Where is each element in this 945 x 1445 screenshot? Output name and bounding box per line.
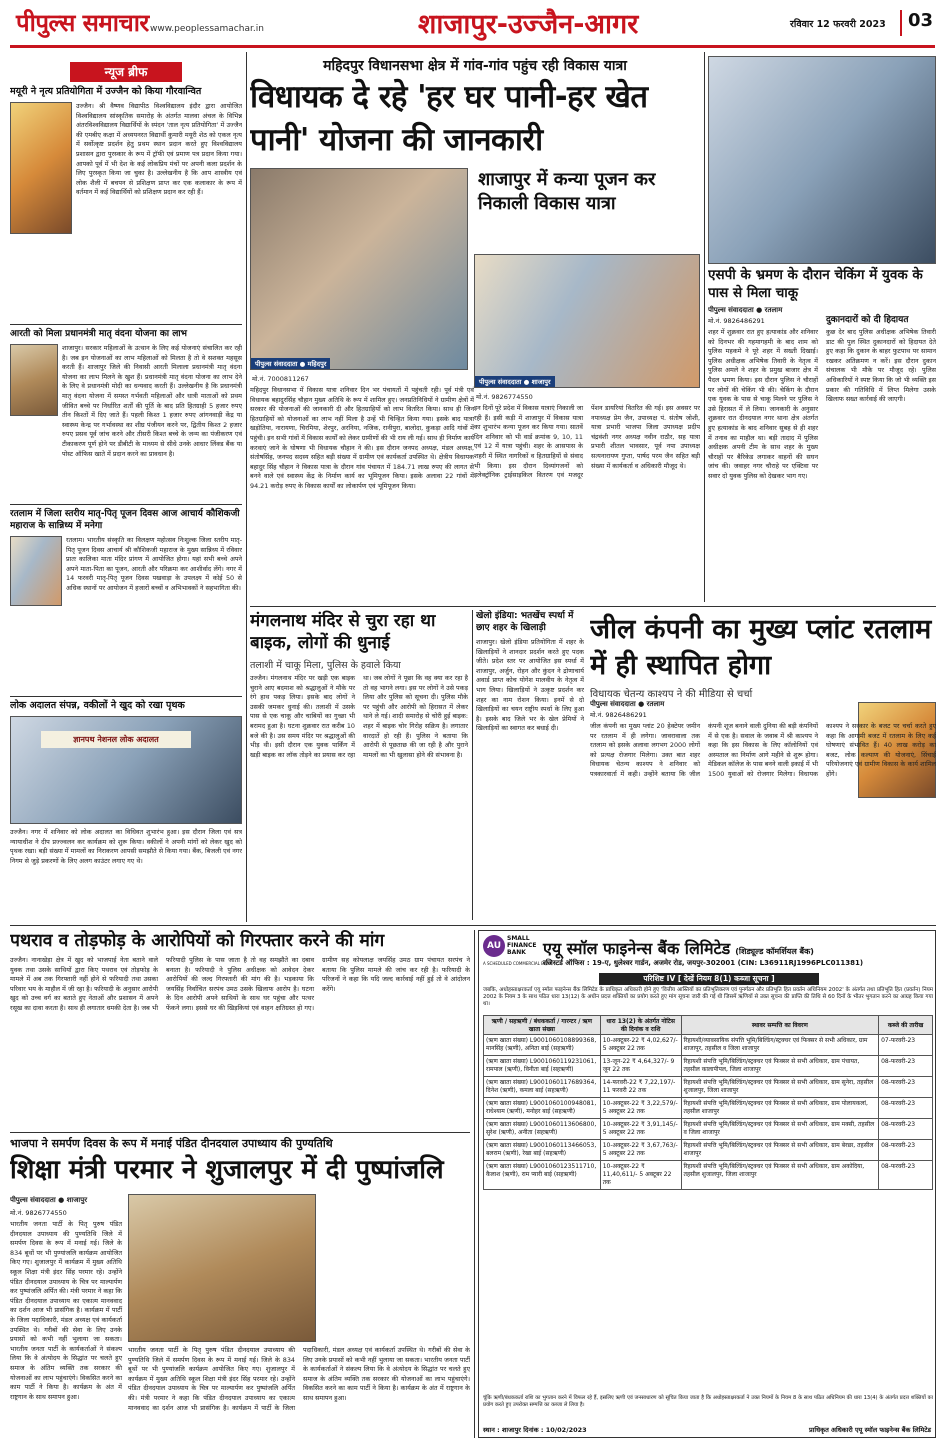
khelo-story	[476, 610, 584, 920]
sp-photo	[708, 56, 936, 264]
possession-table	[483, 1015, 933, 1190]
mobile-number: मो.नं. 9826774550	[476, 393, 533, 401]
brief-1-text: उज्जैन। श्री वैष्णव विद्यापीठ विश्वविद्यालय इंदौर द्वारा आयोजित विश्वविद्यालय सांस्कृतिक समारोह के अंतर्गत मालवा अंचल के विभिन्न अंतरविश्वविद्यालय विद्यार्थियों के स्पंदन 'ताल नृत्य प्रतियोगिता' में उज्जैन की एमबीए कक्षा में अध्ययनरत विद्यार्थी कुमारी मयूरी शेठ को एकल नृत्य में सर्वोत्कृष्ट प्रदर्शन हेतु प्रथम स्थान प्रदान करते हुए विश्वविद्यालय प्रशासन द्वारा पुरस्कार के रूप में ट्रॉफी एवं प्रमाण पत्र प्रदान किया गया। आपको पूर्व में भी देश के कई लोकप्रिय मंचों पर अपनी कला प्रदर्शन के लिए पुरस्कृत किया जा चुका है। उल्लेखनीय है कि आप शास्त्रीय एवं लोक शैली में बचपन से प्रशिक्षण प्राप्त कर एक कलाकार के रूप में वर्तमान में कई विद्यार्थियों को प्रशिक्षण प्रदान कर रही हैं।	[76, 102, 242, 197]
cell-property: रिहायशी संपत्ति भूमि/बिल्डिंग/स्ट्रक्चर एवं फिक्सर से सभी अधिकार, ग्राम मक्सी, तहसील व जिला शाजापुर	[681, 1119, 879, 1140]
column-divider	[474, 930, 475, 1438]
lead-mobile	[252, 374, 309, 383]
bank-name-tag: (शिड्यूल्ड कॉमर्शियल बैंक)	[735, 947, 814, 956]
brief-3-text: रतलाम। भारतीय संस्कृति का विलक्षण महोत्सव निःशुल्क जिला स्तरीय मातृ-पितृ पूजन दिवस आचार्य श्री कौशिकजी महाराज के मुख्य सान्निध्य में रविवार प्रातः कालिका माता मंदिर प्रांगण में आयोजित होगा। यहां सभी बच्चे अपने अपने माता-पिता का पूजन, आरती और परिक्रमा कर आशीर्वाद लेंगे। नगर में 14 फरवरी मातृ-पितृ पूजन दिवस पखवाड़ा के उपलक्ष्य में कोई 50 से अधिक स्थानों पर आयोजन में हजारों बच्चों व अभिभावकों ने सहभागिता की।	[66, 536, 242, 592]
cell-borrower: (ऋण खाता संख्या) L9001060117689364, दिनेश (ऋणी), कमला बाई (सहऋणी)	[484, 1077, 601, 1098]
parmar-byline: पीपुल्स संवाददाता ● शाजापुर	[10, 1196, 88, 1204]
ad-table-wrap	[483, 1015, 933, 1391]
dancer-photo	[10, 102, 72, 234]
byline-place: रतलाम	[764, 306, 783, 314]
section-divider	[10, 925, 936, 926]
zeal-text: जील कंपनी का मुख्य प्लांट 20 हेक्टेयर जमीन पर रतलाम में ही लगेगा। जावरावाला तक रतलाम को इसके अलावा लगभग 2000 लोगों को प्रत्यक्ष रोजगार मिलेगा। उक्त बात शहर विधायक चेतन्य काश्यप ने शनिवार को पत्रकारवार्ता में कही। उन्होंने बताया कि जील कंपनी शूज बनाने वाली दुनिया की बड़ी कंपनियों में से एक है। सवाल के जवाब में श्री काश्यप ने कहा कि इस विकास के लिए कॉलोनियों एवं अस्पताल का निर्माण आगे महीने से शुरू होगा। मेडिकल कॉलेज के पास बनने वाली इकाई में भी 1500 युवाओं को रोजगार मिलेगा। विधायक काश्यप ने सरकार के बजट पर चर्चा करते हुए कहा कि आगामी बजट में रतलाम के लिए कई घोषणाएं संभावित हैं। 40 लाख करोड़ का बजट, लोक कल्याण की योजनाएं, सिंचाई परियोजनाएं एवं ग्रामीण विकास के कार्य शामिल होंगे।	[590, 722, 936, 778]
cell-notice: 10-अक्टूबर-22 ₹ 3,91,145/- 5 अक्टूबर 22 तक	[600, 1119, 681, 1140]
parmar-text-left: भारतीय जनता पार्टी के पितृ पुरुष पंडित दीनदयाल उपाध्याय की पुण्यतिथि जिले में समर्पण दिवस के रूप में मनाई गई। जिले के 834 बूथों पर भी पुण्यांजलि कार्यक्रम आयोजित किए गए। शुजालपुर में कार्यक्रम में मुख्य अतिथि स्कूल शिक्षा मंत्री इंदर सिंह परमार रहे। उन्होंने पंडित दीनदयाल उपाध्याय के चित्र पर माल्यार्पण कर पुष्पांजलि अर्पित की। मंत्री परमार ने कहा कि पंडित दीनदयाल उपाध्याय का एकात्म मानववाद का दर्शन आज भी प्रासंगिक है। कार्यक्रम में पार्टी के जिला पदाधिकारी, मंडल अध्यक्ष एवं कार्यकर्ता उपस्थित थे। गरीबों की सेवा के लिए उनके प्रयासों को कभी नहीं भुलाया जा सकता। भारतीय जनता पार्टी के कार्यकर्ताओं ने संकल्प लिया कि वे अंत्योदय के सिद्धांत पर चलते हुए समाज के अंतिम व्यक्ति तक सरकार की योजनाओं का लाभ पहुंचाएंगे। विकसित करने का काम पार्टी ने किया है। कार्यक्रम के अंत में राष्ट्रगान के साथ समापन हुआ।	[10, 1220, 122, 1401]
caption-place: शाजापुर	[531, 378, 551, 386]
cell-date: 07-फरवरी-23	[879, 1035, 933, 1056]
cell-notice: 10-अक्टूबर-22 ₹ 4,02,627/- 5 अक्टूबर 22 तक	[600, 1035, 681, 1056]
news-brief-column	[10, 52, 242, 920]
lead-headline: विधायक दे रहे 'हर घर पानी-हर खेत पानी' योजना की जानकारी	[250, 79, 648, 158]
cell-property: रिहायशी संपत्ति भूमि/बिल्डिंग/स्ट्रक्चर एवं फिक्सर से सभी अधिकार, ग्राम सुनेरा, तहसील शुजालपुर, जिला शाजापुर	[681, 1077, 879, 1098]
sp-text-right	[826, 314, 936, 608]
cell-date: 08-फरवरी-23	[879, 1119, 933, 1140]
mobile-number: मो.नं. 7000811267	[252, 375, 309, 383]
kanya-photo-caption: पीपुल्स संवाददाता ● शाजापुर	[475, 376, 555, 387]
masthead	[0, 0, 945, 46]
logo-word-1: SMALL	[507, 935, 530, 942]
byline-name: पीपुल्स संवाददाता	[10, 1196, 56, 1204]
cell-date: 08-फरवरी-23	[879, 1098, 933, 1119]
column-divider	[246, 52, 247, 922]
byline-name: पीपुल्स संवाददाता	[708, 306, 754, 314]
brief-2-headline: आरती को मिला प्रधानमंत्री मातृ वंदना योजना का लाभ	[10, 329, 187, 339]
brief-4-headline: लोक अदालत संपन्न, वकीलों ने खुद को रखा पृथक	[10, 700, 185, 711]
parmar-kicker: भाजपा ने समर्पण दिवस के रूप में मनाई पंडित दीनदयाल उपाध्याय की पुण्यतिथि	[10, 1137, 333, 1150]
pathrav-story	[10, 930, 470, 1130]
cell-borrower: (ऋण खाता संख्या) L9001060119231061, रामपाल (ऋणी), विनीता बाई (सहऋणी)	[484, 1056, 601, 1077]
cell-notice: 14-फरवरी-22 ₹ 7,22,197/- 11 फरवरी 22 तक	[600, 1077, 681, 1098]
sp-story	[708, 52, 936, 612]
col-header-borrower: ऋणी / सहऋणी / बंधककर्ता / गारन्टर / ऋण खाता संख्या	[484, 1016, 601, 1035]
kanya-text: इन दिनों पूरे प्रदेश में विकास यात्राएं निकाली जा रही हैं। इसी कड़ी में शाजापुर में विकास यात्रा का शुभारंभ कन्या पूजन कर किया गया। सातवें दिन शनिवार को भी वार्ड क्रमांक 9, 10, 11 एवं 12 में यात्रा पहुंची। शहर के आसपास के शहरी में स्थित नागरिकों व हितग्राहियों से संवाद भी किया। इस दौरान दिव्यांगजनों को इलेक्ट्रॉनिक ट्राईसाइकिल वितरण एवं मजदूर पेंशन डायरियां वितरित की गई। इस अवसर पर नपाध्यक्ष प्रेम जैन, उपाध्यक्ष पं. संतोष जोशी, यात्रा प्रभारी भाजपा जिला उपाध्यक्ष प्रदीप चंद्रवंशी नगर अध्यक्ष नवीन राठौर, सह यात्रा प्रभारी शीतल भावसार, पूर्व नपा उपाध्यक्ष सत्यनारायण गुप्ता, पार्षद परम जैन सहित बड़ी संख्या में कार्यकर्ता व अधिकारी मौजूद थे।	[474, 404, 700, 480]
page-number: 03	[900, 10, 936, 36]
logo-word-3: BANK	[507, 949, 526, 956]
parmar-headline: शिक्षा मंत्री परमार ने शुजालपुर में दी पुष्पांजलि	[10, 1155, 444, 1185]
parmar-mobile: मो.नं. 9826774550	[10, 1209, 67, 1217]
bank-name: एयू स्मॉल फाइनेन्स बैंक लिमिटेड	[543, 939, 731, 958]
acharya-photo	[10, 536, 62, 606]
woman-photo	[10, 344, 58, 416]
cell-notice: 10-अक्टूबर-22 ₹ 3,67,763/- 5 अक्टूबर 22 तक	[600, 1140, 681, 1161]
bank-logo	[483, 935, 553, 979]
section-title: शाजापुर-उज्जैन-आगर	[418, 9, 639, 40]
website[interactable]: www.peoplessamachar.in	[150, 24, 264, 34]
khelo-text: शाजापुर। खेलो इंडिया प्रतियोगिता में शहर के खिलाड़ियों ने शानदार प्रदर्शन करते हुए पदक जीते। प्रदेश स्तर पर आयोजित इस स्पर्धा में शाजापुर, अर्जुन, रोहन और कुंदन ने द्रोणाचार्य अवार्ड प्राप्त कोच योगेश मालवीय के नेतृत्व में भाग लिया। खिलाड़ियों ने उत्कृष्ट प्रदर्शन कर शहर का नाम रोशन किया। इनमें से दो खिलाड़ियों का चयन राष्ट्रीय स्पर्धा के लिए हुआ है। इसके बाद जिले भर के खेल प्रेमियों ने खिलाड़ियों का स्वागत कर बधाई दी।	[476, 638, 584, 733]
sp-sub-headline: दुकानदारों को दी हिदायत	[826, 315, 909, 325]
divider	[10, 696, 242, 697]
zeal-headline: जील कंपनी का मुख्य प्लांट रतलाम में ही स्थापित होगा	[590, 614, 932, 681]
brief-3-headline: रतलाम में जिला स्तरीय मातृ-पितृ पूजन दिवस आज आचार्य कौशिकजी महाराज के सान्निध्य में मनेगा	[10, 509, 240, 531]
cell-borrower: (ऋण खाता संख्या) L9001060123511710, कैलाश (ऋणी), राम प्यारी बाई (सहऋणी)	[484, 1161, 601, 1190]
sp-headline: एसपी के भ्रमण के दौरान चेकिंग में युवक के पास से मिला चाकू	[708, 267, 923, 301]
bank-title	[543, 937, 933, 959]
column-divider	[472, 610, 473, 920]
logo: पीपुल्स समाचार	[16, 9, 149, 37]
mangalnath-story	[250, 610, 468, 920]
byline-place: रतलाम	[646, 700, 665, 708]
kanya-photo	[474, 254, 700, 388]
col-header-property: स्थावर सम्पत्ति का विवरण	[681, 1016, 879, 1035]
lead-text: महिदपुर विधानसभा में विकास यात्रा शनिवार दिन भर पंचायतों में पहुंचती रही। पूर्व मंत्री एवं विधायक बहादुरसिंह चौहान मुख्य अतिथि के रूप में शामिल हुए। जनप्रतिनिधियों ने ग्रामीण क्षेत्रों में सरकार की योजनाओं की जानकारी दी और हितग्राहियों को लाभ वितरित किया। साथ ही जिन हितग्राहियों को योजनाओं का लाभ नहीं मिला है उन्हें भी चिन्हित किया गया। इसके बाद यात्रा खड़ोतिया, नारायणा, चिरमिया, शेरपुर, अरनिया, नजिक, रानीपुरा, बालोदा, कुकड़ा आदि गांवों में पहुंची। इन सभी गांवों में विकास कार्यों को लेकर ग्रामीणों की भी राय ली गई। साथ ही निर्माण कार्य करवाएं जाने के घोषणा भी विधायक चौहान ने की। इस दौरान जनपद अध्यक्ष, मंडल अध्यक्ष, संतोषसिंह, जनपद सदस्य सहित बड़ी संख्या में ग्रामीण एवं कार्यकर्ता उपस्थित थे। क्षेत्रीय विधायक बहादुर सिंह चौहान ने विकास यात्रा के दौरान गांव पंचायत में 184.71 लाख रुपए की लागत से बनने वाले एवं स्वास्थ्य केंद्र के निर्माण कार्य का भूमिपूजन किया। इसके अलावा 22 गांवों में 94.21 करोड़ रुपए के विकास कार्यों का लोकार्पण एवं भूमिपूजन किया।	[250, 386, 474, 490]
zeal-sub: विधायक चेतन्य काश्यप ने की मीडिया से चर्चा	[590, 689, 753, 700]
sp-text: शहर में शुक्रवार रात हुए हत्याकांड और शनिवार को दिनभर की गहमागहमी के बाद शाम को पुलिस महकमे ने पूरे शहर में सख्ती दिखाई। पुलिस अधीक्षक अभिषेक तिवारी के नेतृत्व में पुलिस अमले ने शहर के प्रमुख बाजार क्षेत्र में पैदल भ्रमण किया। इस दौरान पुलिस ने चौराहों पर लोगों की चेकिंग भी की। चेकिंग के दौरान एक युवक के पास से चाकू मिलने पर पुलिस ने उसे हिरासत में ले लिया। जानकारी के अनुसार शुक्रवार रात दीनदयाल नगर थाना क्षेत्र अंतर्गत हुए हत्याकांड के बाद शनिवार सुबह से ही शहर में तनाव का माहौल था। बड़ी तादाद में पुलिस अधीक्षक अपनी टीम के साथ शहर के मुख्य चौराहों पर बैरिकेड लगाकर वाहनों की सघन जांच की। जवाहर नगर चौराहे पर एक्टिवा पर सवार दो युवक पुलिस को देखकर भाग गए।	[708, 328, 818, 480]
cell-property: रिहायशी संपत्ति भूमि/बिल्डिंग/स्ट्रक्चर एवं फिक्सर से सभी अधिकार, ग्राम पंचायत, तहसील कालापीपल, जिला शाजापुर	[681, 1056, 879, 1077]
table-row	[484, 1077, 933, 1098]
ad-signatory: प्राधिकृत अधिकारी एयू स्मॉल फाइनेन्स बैंक लिमिटेड	[809, 1426, 931, 1434]
lead-photo	[250, 168, 468, 370]
table-row	[484, 1098, 933, 1119]
cell-notice: 13-जून-22 ₹ 4,64,327/- 9 जून 22 तक	[600, 1056, 681, 1077]
caption-byline: पीपुल्स संवाददाता	[479, 378, 522, 386]
byline-place: शाजापुर	[66, 1196, 88, 1204]
mangalnath-headline: मंगलनाथ मंदिर से चुरा रहा था बाइक, लोगों की धुनाई	[250, 611, 436, 653]
cell-borrower: (ऋण खाता संख्या) L9001060113466053, बलराम (ऋणी), रेखा बाई (सहऋणी)	[484, 1140, 601, 1161]
cell-borrower: (ऋण खाता संख्या) L9001060113606800, सुरेश (ऋणी), अनीता (सहऋणी)	[484, 1119, 601, 1140]
table-row	[484, 1056, 933, 1077]
table-row	[484, 1140, 933, 1161]
section-divider	[250, 606, 936, 607]
lok-adalat-banner: ज्ञानपथ नेशनल लोक अदालत	[41, 731, 191, 748]
table-row	[484, 1161, 933, 1190]
khelo-headline: खेलो इंडिया: भतखेंच स्पर्धा में छाए शहर के खिलाड़ी	[476, 611, 574, 633]
cell-borrower: (ऋण खाता संख्या) L9001060108899368, मानसिंह (ऋणी), अनिता बाई (सहऋणी)	[484, 1035, 601, 1056]
brief-label: न्यूज ब्रीफ	[70, 62, 182, 82]
col-header-notice: धारा 13(2) के अंतर्गत नोटिस की दिनांक व राशि	[600, 1016, 681, 1035]
cell-date: 08-फरवरी-23	[879, 1140, 933, 1161]
pathrav-text: उज्जैन। नानाखेड़ा क्षेत्र में खुद को भाजपाई नेता बताने वाले युवक तथा उसके साथियों द्वारा किए पथराव एवं तोड़फोड़ के मामले में अब तक गिरफ्तारी नहीं होने से फरियादी तथा उसका परिवार भय के माहौल में जी रहा है। फरियादी के अनुसार आरोपी खुद को उच्च वर्ग का बताते हुए नेताओं और प्रशासन में अपने रसूख का दावा करता है। साथ ही लगातार धमकी देता है। जब भी फरियादी पुलिस के पास जाता है तो वह समझौते का दबाव बनाता है। फरियादी ने पुलिस अधीक्षक को आवेदन देकर आरोपियों की जल्द गिरफ्तारी की मांग की है। भड़काया कि जयसिंह निर्वाचित सरपंच उमठ उसके खिलाफ आरोप है। घटना के दिन आरोपी अपने साथियों के साथ घर पहुंचा और पत्थर फेंकने लगा। इससे घर की खिड़कियां एवं वाहन क्षतिग्रस्त हो गए। ग्रामीण सह कोयलाक्ष जयसिंह उमठ ग्राम पंचायत सरपंच ने बताया कि पुलिस मामले की जांच कर रही है। फरियादी के परिजनों ने कहा कि यदि जल्द कार्रवाई नहीं हुई तो वे आंदोलन करेंगे।	[10, 956, 470, 1012]
bank-advertisement	[478, 930, 936, 1438]
brief-1-headline: मयूरी ने नृत्य प्रतियोगिता में उज्जैन को किया गौरवान्वित	[10, 86, 202, 97]
cell-date: 08-फरवरी-23	[879, 1077, 933, 1098]
brief-2-text: शाजापुर। सरकार महिलाओं के उत्थान के लिए कई योजनाएं संचालित कर रही है। जब इन योजनाओं का लाभ महिलाओं को मिलता है तो वे सशक्त महसूस करती हैं। शाजापुर जिले की निवासी आरती मिलाला प्रधानमंत्री मातृ वंदना योजना का लाभ मिलने के खुश हैं। प्रधानमंत्री मातृ वंदना योजना का लाभ देने के लिए वे प्रधानमंत्री मोदी का धन्यवाद करती हैं। उल्लेखनीय है कि प्रधानमंत्री मातृ वंदना योजना में समस्त गर्भवती महिलाओं और धात्री माताओं को प्रथम जीवित बच्चे पर निर्धारित शर्तों की पूर्ति के बाद प्रति हितग्राही 5 हजार रुपए तीन किश्तों में दिए जाते हैं। पहली किश्त 1 हजार रुपए आंगनवाड़ी केंद्र या स्वास्थ्य केन्द्र पर गर्भावस्था का शीघ्र पंजीयन करने पर, द्वितीय किश्त 2 हजार रुपए प्रसव पूर्व जांच करने और तीसरी किश्त बच्चे के जन्म का पंजीकरण एवं टीकाकरण पूर्ण होने पर डीबीटी के माध्यम से सीधे उनके आधार लिंक्ड बैंक या पोस्ट ऑफिस खाते में प्रदान करने का प्रावधान है।	[62, 344, 242, 458]
cell-date: 08-फरवरी-23	[879, 1056, 933, 1077]
lead-kicker: महिदपुर विधानसभा क्षेत्र में गांव-गांव पहुंच रही विकास यात्रा	[323, 58, 627, 74]
table-row	[484, 1119, 933, 1140]
table-header-row	[484, 1016, 933, 1035]
sp-byline: पीपुल्स संवाददाता ● रतलाम	[708, 306, 783, 314]
pathrav-headline: पथराव व तोड़फोड़ के आरोपियों को गिरफ्तार करने की मांग	[10, 931, 385, 951]
kanya-story	[474, 168, 700, 602]
cell-notice: 10-अक्टूबर-22 ₹ 11,40,611/- 5 अक्टूबर 22 तक	[600, 1161, 681, 1190]
cell-property: रिहायशी/व्यावसायिक संपत्ति भूमि/बिल्डिंग/स्ट्रक्चर एवं फिक्सर से सभी अधिकार, ग्राम शाजापुर, तहसील व जिला शाजापुर	[681, 1035, 879, 1056]
parmar-text-right: भारतीय जनता पार्टी के पितृ पुरुष पंडित दीनदयाल उपाध्याय की पुण्यतिथि जिले में समर्पण दिवस के रूप में मनाई गई। जिले के 834 बूथों पर भी पुण्यांजलि कार्यक्रम आयोजित किए गए। शुजालपुर में कार्यक्रम में मुख्य अतिथि स्कूल शिक्षा मंत्री इंदर सिंह परमार रहे। उन्होंने पंडित दीनदयाल उपाध्याय के चित्र पर माल्यार्पण कर पुष्पांजलि अर्पित की। मंत्री परमार ने कहा कि पंडित दीनदयाल उपाध्याय का एकात्म मानववाद का दर्शन आज भी प्रासंगिक है। कार्यक्रम में पार्टी के जिला पदाधिकारी, मंडल अध्यक्ष एवं कार्यकर्ता उपस्थित थे। गरीबों की सेवा के लिए उनके प्रयासों को कभी नहीं भुलाया जा सकता। भारतीय जनता पार्टी के कार्यकर्ताओं ने संकल्प लिया कि वे अंत्योदय के सिद्धांत पर चलते हुए समाज के अंतिम व्यक्ति तक सरकार की योजनाओं का लाभ पहुंचाएंगे। विकसित करने का काम पार्टी ने किया है। कार्यक्रम के अंत में राष्ट्रगान के साथ समापन हुआ।	[128, 1346, 470, 1412]
parmar-story	[10, 1136, 470, 1436]
mangalnath-text: उज्जैन। मंगलनाथ मंदिर पर खड़ी एक बाइक चुराने आए बदमाश को श्रद्धालुओं ने मौके पर रंगे हाथ पकड़ लिया। इसके बाद लोगों ने उसकी जमकर धुनाई की। तलाशी में उसके पास से एक चाकू और चाबियों का गुच्छा भी बरामद हुआ है। घटना शुक्रवार रात करीब 10 बजे की है। उस समय मंदिर पर श्रद्धालुओं की भीड़ थी। इसी दौरान एक युवक पार्किंग में खड़ी बाइक का लॉक तोड़ने का प्रयास कर रहा था। जब लोगों ने पूछा कि वह क्या कर रहा है तो वह भागने लगा। इस पर लोगों ने उसे पकड़ लिया और पुलिस को सूचना दी। पुलिस मौके पर पहुंची और आरोपी को हिरासत में लेकर थाने ले गई। शादी समारोह से चोरी हुई बाइक: शहर में बाइक चोर गिरोह सक्रिय है। लगातार वारदातें हो रही हैं। पुलिस ने बताया कि आरोपी से पूछताछ की जा रही है और पुराने मामलों का भी खुलासा होने की संभावना है।	[250, 674, 468, 759]
ad-place-date: स्थान : शाजापुर दिनांक : 10/02/2023	[483, 1426, 587, 1434]
table-row	[484, 1035, 933, 1056]
col-header-date: कब्जे की तारीख	[879, 1016, 933, 1035]
cell-property: रिहायशी संपत्ति भूमि/बिल्डिंग/स्ट्रक्चर एवं फिक्सर से सभी अधिकार, ग्राम पोलायकलां, तहसील शाजापुर	[681, 1098, 879, 1119]
logo-word-2: FINANCE	[507, 942, 537, 949]
logo-tagline: A SCHEDULED COMMERCIAL BANK	[483, 961, 553, 966]
cell-property: रिहायशी संपत्ति भूमि/बिल्डिंग/स्ट्रक्चर एवं फिक्सर से सभी अधिकार, ग्राम अकोदिया, तहसील शुजालपुर, जिला शाजापुर	[681, 1161, 879, 1190]
divider	[10, 324, 242, 325]
kanya-headline: शाजापुर में कन्या पूजन कर निकाली विकास यात्रा	[478, 169, 656, 214]
bank-office: रजिस्टर्ड ऑफिस : 19-ए, धुलेश्वर गार्डन, अजमेर रोड, जयपुर-302001 (CIN: L36911RJ1996PLC011381)	[543, 959, 864, 967]
parmar-photo	[128, 1194, 316, 1342]
mangalnath-sub: तलाशी में चाकू मिला, पुलिस के हवाले किया	[250, 660, 401, 671]
zeal-byline: पीपुल्स संवाददाता ● रतलाम	[590, 700, 665, 708]
sp-sub-text: कुछ देर बाद पुलिस अधीक्षक अभिषेक तिवारी डाट की पुल स्थित दुकानदारों को हिदायत देते हुए कहा कि दुकान के बाहर फुटपाथ पर सामान रखकर अतिक्रमण न करें। इस दौरान दुकान संचालक भी मौके पर मौजूद रहे। पुलिस अधिकारियों ने स्पष्ट किया कि जो भी व्यक्ति इस प्रकार की गतिविधि में लिप्त मिलेगा उसके खिलाफ सख्त कार्रवाई की जाएगी।	[826, 328, 936, 404]
zeal-mobile: मो.नं. 9826486291	[590, 711, 647, 719]
zeal-story	[590, 612, 936, 920]
issue-date: रविवार 12 फरवरी 2023	[790, 19, 886, 30]
byline-name: पीपुल्स संवाददाता	[590, 700, 636, 708]
cell-date: 08-फरवरी-23	[879, 1161, 933, 1190]
lok-adalat-photo	[10, 716, 242, 824]
ad-intro: जबकि, अधोहस्ताक्षरकर्ता एयू स्मॉल फाइनेन्स बैंक लिमिटेड के प्राधिकृत अधिकारी होने हुए 'वित्तीय आस्तियों का प्रतिभूतिकरण एवं पुनर्गठन और प्रतिभूति हित प्रवर्तन अधिनियम 2002' के अंतर्गत तथा प्रतिभूति हित (प्रवर्तन) नियम 2002 के नियम 3 के साथ पठित धारा 13(12) के अधीन प्रदत्त शक्तियों का प्रयोग करते हुए मांग सूचना जारी की गई थी जिसमें ऋणियों से उक्त सूचना की प्राप्ति की तिथि से 60 दिनों के भीतर भुगतान करने का आग्रह किया गया था।	[483, 987, 933, 1007]
column-divider	[704, 52, 705, 602]
brief-4-text: उज्जैन। नगर में शनिवार को लोक अदालत का विधिवत शुभारंभ हुआ। इस दौरान जिला एवं सत्र न्यायाधीश ने दीप प्रज्ज्वलन कर कार्यक्रम को शुरू किया। वकीलों ने अपनी मांगों को लेकर खुद को पृथक रखा। बड़ी संख्या में मामलों का निराकरण आपसी समझौते से किया गया। बैंक, बिजली एवं नगर निगम से जुड़े प्रकरणों के लिए अलग काउंटर लगाए गए थे।	[10, 828, 242, 865]
masthead-rule	[10, 45, 935, 48]
sp-mobile: मो.नं. 9826486291	[708, 317, 765, 325]
lead-photo-caption: पीपुल्स संवाददाता ● महिदपुर	[251, 358, 330, 369]
caption-byline: पीपुल्स संवाददाता	[255, 360, 298, 368]
cell-property: रिहायशी संपत्ति भूमि/बिल्डिंग/स्ट्रक्चर एवं फिक्सर से सभी अधिकार, ग्राम बेरछा, तहसील शाजापुर	[681, 1140, 879, 1161]
cell-borrower: (ऋण खाता संख्या) L9001060100948081, राधेश्याम (ऋणी), मनोहर बाई (सहऋणी)	[484, 1098, 601, 1119]
section-divider	[10, 1132, 470, 1133]
cell-notice: 10-अक्टूबर-22 ₹ 3,22,579/- 5 अक्टूबर 22 तक	[600, 1098, 681, 1119]
kanya-mobile	[476, 392, 533, 401]
divider	[10, 504, 242, 505]
au-logo-circle: AU	[483, 935, 505, 957]
caption-place: महिदपुर	[307, 360, 327, 368]
appendix-label: परिशिष्ट IV [ देखें नियम 8(1) कब्जा सूचना ]	[599, 973, 819, 985]
ad-footer: चूंकि ऋणी/बंधककर्ता राशि का भुगतान करने में विफल रहे हैं, इसलिए ऋणी एवं जनसाधारण को सूचित किया जाता है कि अधोहस्ताक्षरकर्ता ने उक्त नियमों के नियम 8 के साथ पठित अधिनियम की धारा 13(4) के अंतर्गत प्रदत्त शक्तियों का प्रयोग करते हुए उपरोक्त सम्पत्ति का कब्जा ले लिया है।	[483, 1395, 933, 1408]
